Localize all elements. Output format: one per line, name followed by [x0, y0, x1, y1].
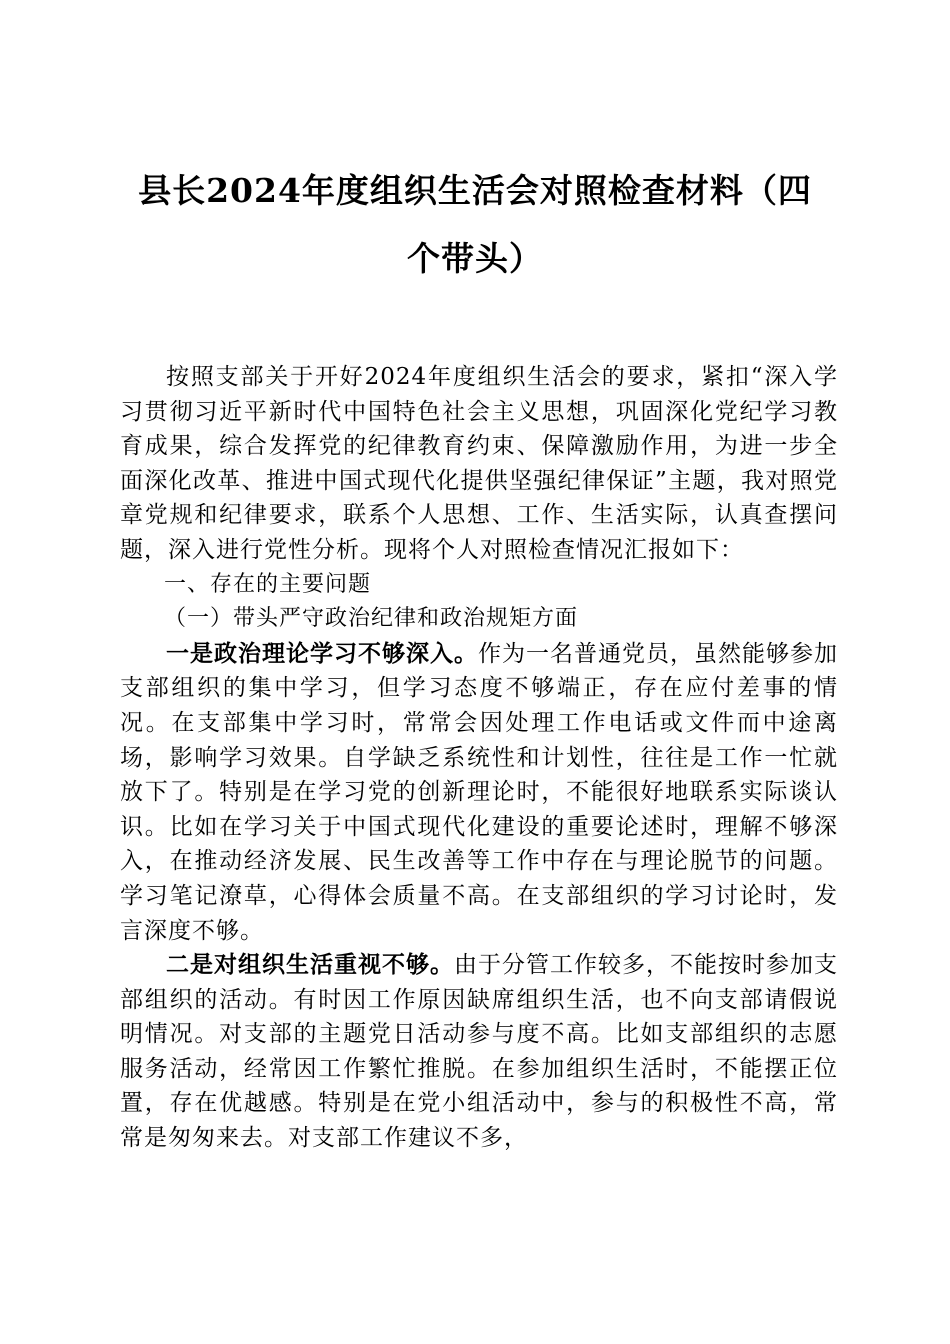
item-1-text: 作为一名普通党员，虽然能够参加支部组织的集中学习，但学习态度不够端正，存在应付差事的情况。在支部集中学习时，常常会因处理工作电话或文件而中途离场，影响学习效果。自学缺乏系统性和计划性，往往是工作一忙就放下了。特别是在学习党的创新理论时，不能很好地联系实际谈认识。比如在学习关于中国式现代化建设的重要论述时，理解不够深入，在推动经济发展、民生改善等工作中存在与理论脱节的问题。学习笔记潦草，心得体会质量不高。在支部组织的学习讨论时，发言深度不够。	[120, 640, 838, 944]
document-title-line-2: 个带头）	[407, 239, 543, 278]
item-2-lead: 二是对组织生活重视不够。	[166, 952, 454, 979]
item-2-text: 由于分管工作较多，不能按时参加支部组织的活动。有时因工作原因缺席组织生活，也不向支部请假说明情况。对支部的主题党日活动参与度不高。比如支部组织的志愿服务活动，经常因工作繁忙推脱。在参加组织生活时，不能摆正位置，存在优越感。特别是在党小组活动中，参与的积极性不高，常常是匆匆来去。对支部工作建议不多，	[120, 952, 838, 1152]
item-1-lead: 一是政治理论学习不够深入。	[166, 640, 478, 667]
item-paragraph-1	[120, 637, 838, 948]
subsection-heading: （一）带头严守政治纪律和政治规矩方面	[164, 606, 579, 632]
document-body	[120, 360, 838, 1156]
section-heading: 一、存在的主要问题	[164, 571, 372, 597]
intro-paragraph: 按照支部关于开好2024年度组织生活会的要求，紧扣“深入学习贯彻习近平新时代中国特色社会主义思想，巩固深化党纪学习教育成果，综合发挥党的纪律教育约束、保障激励作用，为进一步全面深化改革、推进中国式现代化提供坚强纪律保证”主题，我对照党章党规和纪律要求，联系个人思想、工作、生活实际，认真查摆问题，深入进行党性分析。现将个人对照检查情况汇报如下：	[120, 364, 838, 563]
item-paragraph-2	[120, 948, 838, 1156]
document-title-line-1: 县长2024年度组织生活会对照检查材料（四	[138, 171, 812, 210]
